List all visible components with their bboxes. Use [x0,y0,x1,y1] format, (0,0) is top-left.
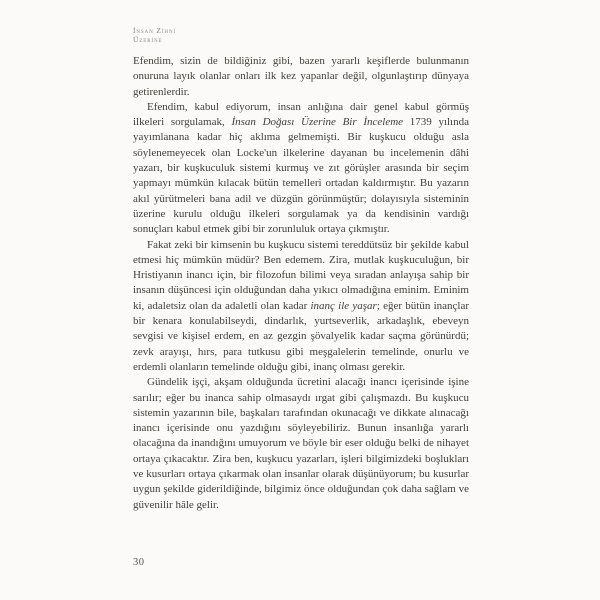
italic-text-segment: İnsan Doğası Üzerine Bir İnceleme [231,116,404,129]
text-segment: Fakat zeki bir kimsenin bu kuşkucu sistemi tereddütsüz bir şekilde kabul etmesi hiç mümkün müdür? Ben edemem. Zira, mutlak kuşkuculuğun, bir Hristiyanın inancı için, bir filozofun bilimi veya sıradan anlayışa sahip bir insanın düşüncesi için olduğundan daha yıkıcı olmadığına eminim. Eminim ki, adaletsiz olan da adaletli olan kadar [133,238,469,312]
running-head-line2: Üzerine [133,35,163,44]
text-block [133,54,469,513]
running-head [133,26,176,44]
italic-text-segment: inanç ile yaşar [310,299,377,312]
text-segment: 1739 yılında yayımlanana kadar hiç aklıma gelmemişti. Bir kuşkucu olduğu asla söylenemeyecek olan Locke'un ilkelerine dayanan bu incelemenin dâhi yazarı, bir kuşkuculuk sistemi kurmuş ve zıt görüşler arasında bir seçim yapmayı mümkün kılacak bütün temelleri ortadan kaldırmıştır. Bu yazarın akıl yürütmeleri bana adil ve düzgün görünmüştür; dolayısıyla sisteminin üzerine kurulu olduğu ilkeleri sorgulamak ya da kendisinin vardığı sonuçları kabul etmek gibi bir zorunluluk ortaya çıkmıştır. [133,116,469,236]
paragraph [133,54,469,100]
paragraph [133,100,469,238]
paragraph [133,238,469,376]
text-segment: Efendim, kabul ediyorum, insan anlığına dair genel kabul görmüş ilkeleri sorgulamak, [133,100,469,129]
running-head-line1: İnsan Zihni [133,26,177,35]
text-segment: Efendim, sizin de bildiğiniz gibi, bazen yararlı keşiflerde bulunmanın onuruna layık olanlar onları ilk kez yapanlar değil, olgunlaştırıp dünyaya getirenlerdir. [133,55,469,98]
text-segment: ; eğer bütün inançlar bir kenara konulabilseydi, dindarlık, yurtseverlik, arkadaşlık, ebeveyn sevgisi ve kişisel erdem, en az gezgin şövalyelik kadar saçma görünürdü; zevk arayışı, hırs, para tutkusu gibi meşgalelerin temelinde, onurlu ve erdemli olanların temelinde olduğu gibi, inanç olması gerekir. [133,299,469,373]
text-segment: Gündelik işçi, akşam olduğunda ücretini alacağı inancı içerisinde işine sarılır; eğer bu inanca sahip olmasaydı ırgat gibi çalışmazdı. Bu kuşkucu sistemin yazarının bile, başkaları tarafından okunacağı ve dikkate alınacağı inancı içerisinde onu yazdığını söyleyebiliriz. Bunun insanlığa yararlı olacağına da inandığını umuyorum ve böyle bir eser olduğu belki de nihayet ortaya çıkacaktır. Zira ben, kuşkucu yazarları, işleri bilgimizdeki boşlukları ve kusurları ortaya çıkarmak olan insanlar olarak düşünüyorum; bu kusurlar uygun şekilde giderildiğinde, bilgimiz önce olduğundan çok daha sağlam ve güvenilir hâle gelir. [133,376,469,511]
paragraph [133,375,469,513]
page-number: 30 [133,557,145,568]
